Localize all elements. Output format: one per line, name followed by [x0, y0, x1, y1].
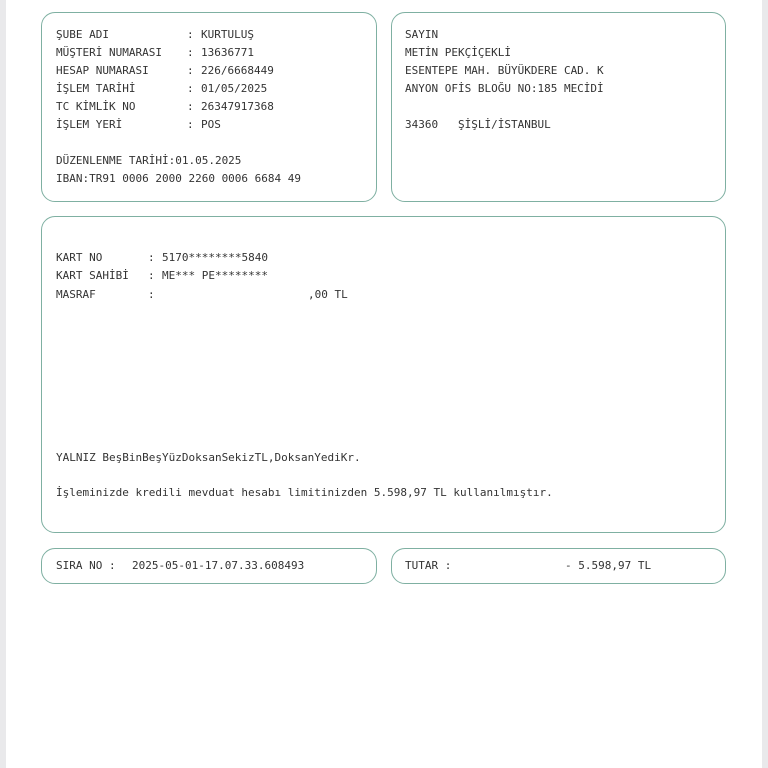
- amount-box: [391, 548, 726, 584]
- info-value: 01/05/2025: [201, 82, 268, 95]
- info-label: HESAP NUMARASI: [56, 64, 149, 77]
- info-label: TC KİMLİK NO: [56, 100, 136, 113]
- card-holder-separator: :: [148, 269, 155, 282]
- sequence-value: 2025-05-01-17.07.33.608493: [132, 559, 305, 572]
- info-value: POS: [201, 118, 221, 131]
- info-separator: :: [187, 64, 194, 77]
- amount-value: - 5.598,97 TL: [565, 559, 652, 572]
- receipt-page: [6, 0, 762, 768]
- info-separator: :: [187, 118, 194, 131]
- info-value: 13636771: [201, 46, 254, 59]
- fee-label: MASRAF: [56, 288, 96, 301]
- customer-name: METİN PEKÇİÇEKLİ: [405, 46, 511, 59]
- fee-separator: :: [148, 288, 155, 301]
- card-no-value: 5170********5840: [162, 251, 268, 264]
- overdraft-note: İşleminizde kredili mevduat hesabı limitinizden 5.598,97 TL kullanılmıştır.: [56, 486, 553, 499]
- iban-line: IBAN:TR91 0006 2000 2260 0006 6684 49: [56, 172, 302, 185]
- customer-info-box: [41, 12, 377, 202]
- card-holder-label: KART SAHİBİ: [56, 269, 129, 282]
- info-label: ŞUBE ADI: [56, 28, 109, 41]
- amount-label: TUTAR :: [405, 559, 452, 572]
- transaction-box: [41, 216, 726, 533]
- info-label: İŞLEM TARİHİ: [56, 82, 136, 95]
- issue-date-line: DÜZENLENME TARİHİ:01.05.2025: [56, 154, 242, 167]
- card-holder-value: ME*** PE********: [162, 269, 268, 282]
- address-line-2: ANYON OFİS BLOĞU NO:185 MECİDİ: [405, 82, 604, 95]
- address-line-1: ESENTEPE MAH. BÜYÜKDERE CAD. K: [405, 64, 604, 77]
- info-label: İŞLEM YERİ: [56, 118, 123, 131]
- sequence-box: [41, 548, 377, 584]
- info-separator: :: [187, 100, 194, 113]
- fee-value: ,00 TL: [308, 288, 348, 301]
- info-value: KURTULUŞ: [201, 28, 254, 41]
- info-separator: :: [187, 82, 194, 95]
- card-no-label: KART NO: [56, 251, 103, 264]
- address-box: [391, 12, 726, 202]
- info-value: 26347917368: [201, 100, 274, 113]
- amount-in-words: YALNIZ BeşBinBeşYüzDoksanSekizTL,DoksanYediKr.: [56, 451, 361, 464]
- info-value: 226/6668449: [201, 64, 274, 77]
- salutation: SAYIN: [405, 28, 439, 41]
- card-no-separator: :: [148, 251, 155, 264]
- info-label: MÜŞTERİ NUMARASI: [56, 46, 162, 59]
- sequence-label: SIRA NO :: [56, 559, 116, 572]
- info-separator: :: [187, 28, 194, 41]
- address-line-3: 34360 ŞİŞLİ/İSTANBUL: [405, 118, 551, 131]
- info-separator: :: [187, 46, 194, 59]
